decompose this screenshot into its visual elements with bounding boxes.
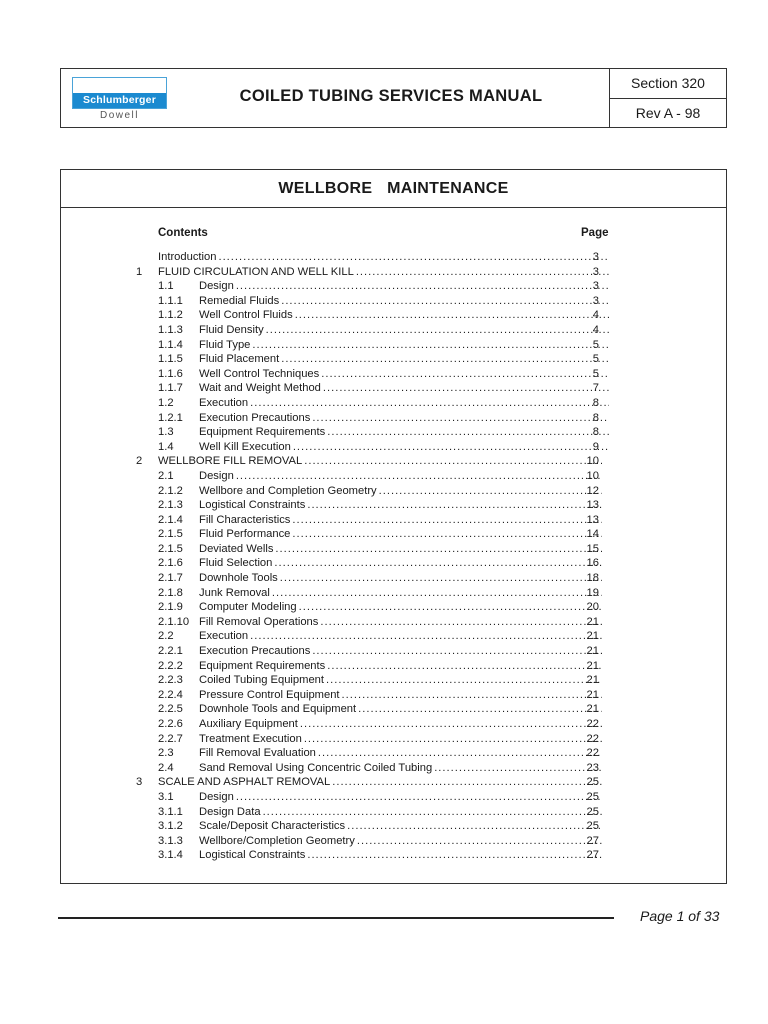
toc-entry-number: 2.1.6 (158, 557, 183, 570)
toc-entry[interactable] (61, 425, 726, 440)
schlumberger-logo (72, 77, 167, 109)
toc-entry-number: 1.1 (158, 280, 174, 293)
toc-entry-number: 2.1 (158, 469, 174, 482)
toc-entry-title: Wellbore and Completion Geometry (199, 484, 377, 497)
toc-leader-dots (312, 411, 609, 426)
toc-entry-number: 2 (136, 455, 143, 468)
page-indicator: Page 1 of 33 (640, 908, 720, 924)
toc-leader-dots (321, 367, 609, 382)
toc-leader-dots (236, 469, 602, 484)
toc-entry-number: 2.1.8 (158, 586, 183, 599)
toc-leader-dots (250, 396, 609, 411)
page-column-heading: Page (581, 227, 609, 239)
toc-entry-title: Fluid Performance (199, 528, 291, 541)
toc-entry[interactable] (61, 615, 726, 630)
manual-title: COILED TUBING SERVICES MANUAL (239, 87, 543, 105)
toc-leader-dots (252, 338, 609, 353)
toc-leader-dots (327, 659, 602, 674)
toc-entry[interactable] (61, 746, 726, 761)
toc-leader-dots (293, 440, 609, 455)
toc-leader-dots (292, 513, 602, 528)
toc-entry[interactable] (61, 454, 726, 469)
toc-entry-page: 25 (586, 776, 599, 789)
toc-entry-number: 1.1.5 (158, 353, 183, 366)
toc-entry-number: 1 (136, 265, 143, 278)
toc-entry-page: 18 (586, 572, 599, 585)
toc-entry[interactable] (61, 819, 726, 834)
toc-entry-title: Fill Characteristics (199, 513, 291, 526)
toc-leader-dots (323, 381, 609, 396)
toc-entry-number: 1.1.7 (158, 382, 183, 395)
toc-entry[interactable] (61, 250, 726, 265)
toc-entry-title: Execution (199, 396, 249, 409)
toc-entry-page: 7 (592, 382, 599, 395)
toc-entry-number: 2.1.10 (158, 615, 190, 628)
toc-entry-page: 12 (586, 484, 599, 497)
toc-entry[interactable] (61, 600, 726, 615)
toc-entry-number: 1.1.2 (158, 309, 183, 322)
toc-entry-page: 13 (586, 513, 599, 526)
toc-leader-dots (318, 746, 602, 761)
toc-entry[interactable] (61, 805, 726, 820)
toc-entry-number: 1.4 (158, 440, 174, 453)
toc-entry-page: 16 (586, 557, 599, 570)
toc-leader-dots (332, 775, 602, 790)
toc-entry-number: 2.1.7 (158, 572, 183, 585)
toc-entry-page: 9 (592, 440, 599, 453)
logo-text: Schlumberger (73, 93, 166, 108)
toc-entry-number: 2.1.5 (158, 542, 183, 555)
toc-entry-page: 25 (586, 790, 599, 803)
toc-entry[interactable] (61, 848, 726, 863)
toc-entry[interactable] (61, 279, 726, 294)
toc-entry-title: Logistical Constraints (199, 849, 306, 862)
toc-entry-page: 21 (586, 688, 599, 701)
toc-entry-title: Downhole Tools and Equipment (199, 703, 357, 716)
toc-entry[interactable] (61, 586, 726, 601)
toc-entry-title: Coiled Tubing Equipment (199, 674, 325, 687)
toc-leader-dots (312, 644, 602, 659)
toc-entry[interactable] (61, 775, 726, 790)
toc-leader-dots (218, 250, 609, 265)
toc-entry-title: Design Data (199, 805, 261, 818)
toc-leader-dots (327, 425, 609, 440)
toc-entry-number: 3.1 (158, 790, 174, 803)
toc-entry-page: 13 (586, 499, 599, 512)
toc-entry-title: Sand Removal Using Concentric Coiled Tubing (199, 761, 433, 774)
toc-leader-dots (326, 673, 602, 688)
toc-entry-number: 2.2.7 (158, 732, 183, 745)
toc-entry[interactable] (61, 484, 726, 499)
toc-leader-dots (379, 484, 602, 499)
toc-entry-title: Fluid Density (199, 323, 264, 336)
toc-leader-dots (320, 615, 602, 630)
toc-entry[interactable] (61, 732, 726, 747)
toc-entry-number: 2.1.5 (158, 528, 183, 541)
toc-entry[interactable] (61, 498, 726, 513)
toc-entry-number: 3.1.3 (158, 834, 183, 847)
toc-entry[interactable] (61, 338, 726, 353)
toc-entry-page: 21 (586, 645, 599, 658)
toc-entry-title: Computer Modeling (199, 601, 297, 614)
toc-entry[interactable] (61, 323, 726, 338)
toc-leader-dots (307, 498, 602, 513)
toc-entry-title: Fill Removal Evaluation (199, 747, 316, 760)
toc-entry-number: 3 (136, 776, 143, 789)
toc-entry-page: 3 (592, 251, 599, 263)
toc-entry-page: 14 (586, 528, 599, 541)
toc-entry-title: Well Kill Execution (199, 440, 291, 453)
toc-entry-page: 5 (592, 367, 599, 380)
toc-entry-page: 8 (592, 426, 599, 439)
toc-entry-page: 27 (586, 834, 599, 847)
toc-entry-number: 1.2 (158, 396, 174, 409)
toc-entry[interactable] (61, 659, 726, 674)
footer-rule (58, 917, 614, 919)
toc-entry[interactable] (61, 411, 726, 426)
toc-entry[interactable] (61, 396, 726, 411)
toc-entry[interactable] (61, 629, 726, 644)
toc-entry[interactable] (61, 644, 726, 659)
toc-entry-number: 2.2.4 (158, 688, 183, 701)
toc-entry[interactable] (61, 527, 726, 542)
toc-entry-title: Execution Precautions (199, 411, 311, 424)
toc-entry-page: 23 (586, 761, 599, 774)
toc-entry[interactable] (61, 834, 726, 849)
toc-entry-page: 22 (586, 732, 599, 745)
toc-entry-page: 5 (592, 353, 599, 366)
toc-leader-dots (280, 571, 602, 586)
toc-entry-title: WELLBORE FILL REMOVAL (158, 455, 303, 468)
toc-entry-number: 2.2.6 (158, 718, 183, 730)
toc-entry-page: 3 (592, 294, 599, 307)
toc-entry-number: 1.3 (158, 426, 174, 439)
toc-entry[interactable] (61, 790, 726, 805)
toc-entry-number: 2.2.5 (158, 703, 183, 716)
toc-leader-dots (304, 454, 602, 469)
toc-entry-page: 25 (586, 805, 599, 818)
toc-entry[interactable] (61, 673, 726, 688)
toc-entry-number: 2.1.2 (158, 484, 183, 497)
toc-leader-dots (307, 848, 602, 863)
toc-leader-dots (434, 761, 602, 776)
toc-entry[interactable] (61, 513, 726, 528)
toc-entry-title: Well Control Techniques (199, 367, 320, 380)
toc-entry-title: Execution (199, 630, 249, 643)
toc-leader-dots (357, 834, 602, 849)
toc-entry[interactable] (61, 352, 726, 367)
toc-entry-title: Scale/Deposit Characteristics (199, 820, 346, 833)
toc-entry-title: SCALE AND ASPHALT REMOVAL (158, 776, 331, 789)
toc-entry-number: 2.2.3 (158, 674, 183, 687)
toc-leader-dots (304, 732, 602, 747)
toc-entry-title: Deviated Wells (199, 542, 274, 555)
toc-entry-page: 22 (586, 747, 599, 760)
toc-entry[interactable] (61, 440, 726, 455)
chapter-title: WELLBORE MAINTENANCE (61, 170, 726, 208)
toc-entry-page: 21 (586, 659, 599, 672)
toc-leader-dots (272, 586, 602, 601)
toc-entry-number: 2.3 (158, 747, 174, 760)
toc-entry-number: 1.2.1 (158, 411, 183, 424)
toc-entry-title: Design (199, 469, 234, 482)
toc-entry-title: Execution Precautions (199, 645, 311, 658)
toc-entry-title: Equipment Requirements (199, 659, 326, 672)
toc-leader-dots (274, 556, 602, 571)
toc-entry-number: 2.2.2 (158, 659, 183, 672)
toc-entry[interactable] (61, 469, 726, 484)
toc-entry[interactable] (61, 717, 726, 732)
toc-leader-dots (347, 819, 602, 834)
toc-entry-title: Introduction (158, 251, 217, 263)
toc-entry-number: 2.1.4 (158, 513, 183, 526)
toc-entry-title: Design (199, 280, 234, 293)
toc-entry-number: 3.1.2 (158, 820, 183, 833)
toc-entry-page: 21 (586, 674, 599, 687)
toc-entry-page: 27 (586, 849, 599, 862)
toc-leader-dots (356, 265, 609, 280)
toc-entry-title: Fill Removal Operations (199, 615, 319, 628)
toc-entry-number: 3.1.4 (158, 849, 183, 862)
toc-entry-page: 10 (586, 469, 599, 482)
toc-entry-title: Auxiliary Equipment (199, 718, 298, 730)
toc-entry[interactable] (61, 381, 726, 396)
toc-leader-dots (266, 323, 609, 338)
toc-entry-page: 21 (586, 630, 599, 643)
toc-entry[interactable] (61, 556, 726, 571)
toc-leader-dots (295, 308, 609, 323)
contents-heading: Contents (158, 227, 208, 239)
toc-entry-page: 22 (586, 718, 599, 730)
toc-leader-dots (292, 527, 602, 542)
toc-leader-dots (250, 629, 602, 644)
toc-leader-dots (342, 688, 602, 703)
toc-entry-title: Pressure Control Equipment (199, 688, 340, 701)
toc-entry-title: Fluid Selection (199, 557, 273, 570)
toc-entry[interactable] (61, 571, 726, 586)
toc-leader-dots (263, 805, 602, 820)
toc-entry-page: 8 (592, 396, 599, 409)
toc-entry-title: Wellbore/Completion Geometry (199, 834, 355, 847)
table-of-contents (61, 250, 726, 863)
toc-entry[interactable] (61, 308, 726, 323)
toc-entry-title: Logistical Constraints (199, 499, 306, 512)
toc-entry-title: Fluid Placement (199, 353, 280, 366)
contents-panel (60, 169, 727, 884)
toc-entry[interactable] (61, 542, 726, 557)
toc-entry-number: 1.1.4 (158, 338, 183, 351)
toc-leader-dots (358, 702, 602, 717)
toc-entry-number: 1.1.1 (158, 294, 183, 307)
toc-entry-number: 2.1.3 (158, 499, 183, 512)
toc-leader-dots (299, 600, 602, 615)
toc-entry-title: Remedial Fluids (199, 294, 280, 307)
toc-entry-number: 2.2 (158, 630, 174, 643)
document-header (60, 68, 727, 128)
toc-entry-page: 21 (586, 703, 599, 716)
toc-entry-page: 3 (592, 280, 599, 293)
toc-entry[interactable] (61, 761, 726, 776)
toc-entry-title: Design (199, 790, 234, 803)
toc-entry[interactable] (61, 265, 726, 280)
toc-entry-number: 1.1.3 (158, 323, 183, 336)
toc-entry-page: 21 (586, 615, 599, 628)
toc-leader-dots (281, 294, 609, 309)
revision-label: Rev A - 98 (609, 99, 726, 128)
toc-leader-dots (300, 717, 602, 732)
toc-entry-page: 4 (592, 309, 599, 322)
toc-entry-title: Well Control Fluids (199, 309, 293, 322)
toc-entry-title: FLUID CIRCULATION AND WELL KILL (158, 265, 354, 278)
toc-entry-number: 2.1.9 (158, 601, 183, 614)
toc-entry-number: 1.1.6 (158, 367, 183, 380)
toc-entry[interactable] (61, 294, 726, 309)
toc-entry-page: 8 (592, 411, 599, 424)
toc-entry[interactable] (61, 367, 726, 382)
toc-entry-page: 10 (586, 455, 599, 468)
toc-entry-title: Junk Removal (199, 586, 270, 599)
toc-leader-dots (236, 790, 602, 805)
toc-leader-dots (281, 352, 609, 367)
toc-entry-title: Treatment Execution (199, 732, 302, 745)
toc-entry[interactable] (61, 688, 726, 703)
toc-entry-number: 2.4 (158, 761, 174, 774)
toc-entry-title: Equipment Requirements (199, 426, 326, 439)
toc-leader-dots (236, 279, 609, 294)
toc-leader-dots (275, 542, 602, 557)
section-number: Section 320 (609, 69, 726, 99)
toc-entry-page: 25 (586, 820, 599, 833)
toc-entry-page: 19 (586, 586, 599, 599)
toc-entry-page: 20 (586, 601, 599, 614)
logo-subtitle: Dowell (99, 110, 139, 121)
toc-entry-page: 5 (592, 338, 599, 351)
toc-entry-number: 3.1.1 (158, 805, 183, 818)
toc-entry-title: Downhole Tools (199, 572, 278, 585)
toc-entry-number: 2.2.1 (158, 645, 183, 658)
toc-entry-title: Wait and Weight Method (199, 382, 321, 395)
toc-entry-page: 4 (592, 323, 599, 336)
toc-entry-page: 15 (586, 542, 599, 555)
toc-entry-title: Fluid Type (199, 338, 251, 351)
toc-entry-page: 3 (592, 265, 599, 278)
toc-entry[interactable] (61, 702, 726, 717)
